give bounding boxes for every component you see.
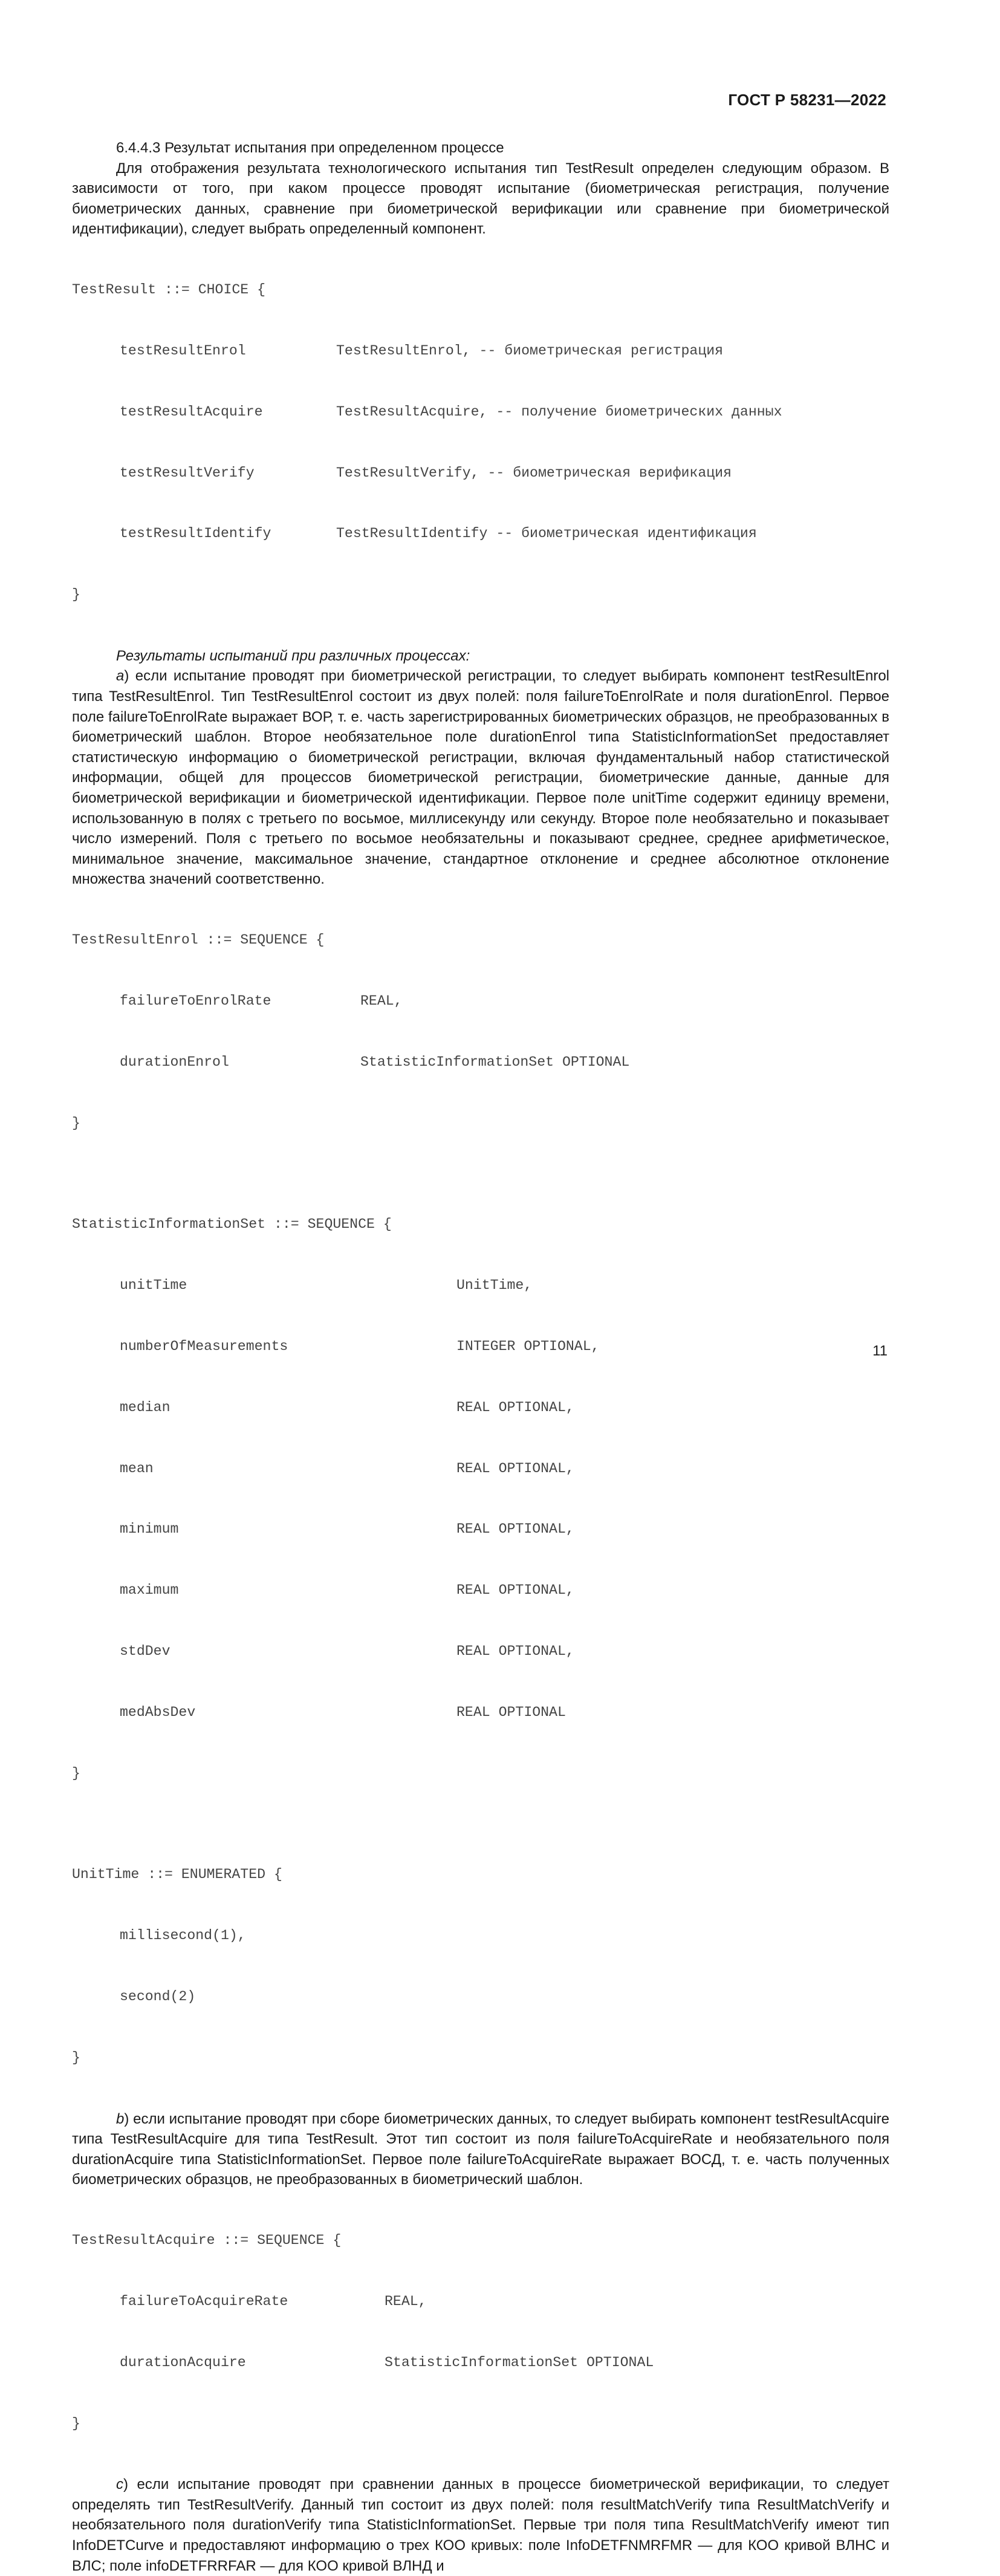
code-field: median [120, 1399, 170, 1415]
code-line: } [72, 587, 80, 603]
code-field: durationEnrol [120, 1054, 229, 1070]
code-field: unitTime [120, 1277, 187, 1294]
code-type: StatisticInformationSet OPTIONAL [360, 1054, 630, 1070]
results-title: Результаты испытаний при различных процессах: [116, 647, 470, 664]
code-block-test-result [72, 240, 889, 646]
code-field: failureToEnrolRate [120, 993, 271, 1009]
code-line [72, 1276, 889, 1296]
item-text: ) если испытание проводят при сборе биометрических данных, то следует выбирать компонент testResultAcquire типа TestResultAcquire для типа TestResult. Этот тип состоит из поля failureToAcquireRate и необязательного поля durationAcquire типа StatisticInformationSet. Первое поле failureToAcquireRate выражает ВОСД, т. е. часть полученных биометрических образцов, не преобразованных в биометрический шаблон. [72, 2110, 889, 2188]
code-line: TestResult ::= CHOICE { [72, 282, 266, 298]
code-line [72, 1703, 889, 1723]
code-type: UnitTime, [456, 1277, 533, 1294]
code-type: StatisticInformationSet OPTIONAL [385, 2354, 654, 2370]
code-field: testResultIdentify [120, 526, 271, 542]
standard-header: ГОСТ Р 58231—2022 [728, 91, 886, 109]
code-field: durationAcquire [120, 2354, 246, 2370]
code-field: medAbsDev [120, 1704, 196, 1720]
code-field: minimum [120, 1521, 179, 1537]
code-line [72, 524, 889, 544]
code-line [72, 991, 889, 1012]
code-line [72, 1459, 889, 1479]
code-line [72, 1052, 889, 1073]
code-line [72, 463, 889, 484]
code-type: TestResultIdentify -- биометрическая идентификация [336, 526, 757, 542]
item-c [72, 2474, 889, 2576]
item-letter: b [116, 2110, 125, 2127]
code-field: testResultVerify [120, 465, 255, 481]
page-content [72, 138, 889, 2576]
code-field: mean [120, 1460, 154, 1476]
code-line: } [72, 2049, 80, 2066]
code-line [72, 1580, 889, 1601]
code-type: TestResultEnrol, -- биометрическая регистрация [336, 342, 724, 359]
code-line [72, 2353, 889, 2373]
code-type: TestResultAcquire, -- получение биометрических данных [336, 403, 782, 420]
code-field: numberOfMeasurements [120, 1339, 288, 1355]
section-intro: Для отображения результата технологического испытания тип TestResult определен следующим образом. В зависимости от того, при каком процессе проводят испытание (биометрическая регистрация, получение биометрических данных, сравнение при биометрической верификации или сравнение при биометрической идентификации), следует выбрать определенный компонент. [72, 160, 889, 238]
code-type: REAL OPTIONAL, [456, 1643, 574, 1659]
code-field: maximum [120, 1582, 179, 1599]
code-line: TestResultEnrol ::= SEQUENCE { [72, 932, 325, 948]
code-type: REAL OPTIONAL, [456, 1582, 574, 1599]
code-line: TestResultAcquire ::= SEQUENCE { [72, 2232, 342, 2249]
code-field: testResultAcquire [120, 403, 263, 420]
item-b [72, 2109, 889, 2190]
code-line: } [72, 2415, 80, 2431]
page-number: 11 [872, 1343, 888, 1359]
code-line: second(2) [120, 1989, 196, 2005]
code-line [72, 1337, 889, 1357]
code-line: millisecond(1), [120, 1928, 246, 1944]
code-block-acquire [72, 2190, 889, 2474]
item-letter: a [116, 668, 125, 685]
item-letter: c [116, 2476, 123, 2493]
code-line [72, 2292, 889, 2312]
code-field: testResultEnrol [120, 342, 246, 359]
code-line [72, 1398, 889, 1418]
code-type: INTEGER OPTIONAL, [456, 1339, 600, 1355]
item-text: ) если испытание проводят при сравнении данных в процессе биометрической верификации, то следует определять тип TestResultVerify. Данный тип состоит из двух полей: поля resultMatchVerify типа ResultMatchVerify и необязательного поля durationVerify типа StatisticInformationSet. Первые три поля типа ResultMatchVerify имеют тип InfoDETCurve и предоставляют информацию о трех КОО кривых: поле InfoDETFNMRFMR — для КОО кривой ВЛНС и ВЛС; поле infoDETFRRFAR — для КОО кривой ВЛНД и [72, 2476, 889, 2574]
code-field: failureToAcquireRate [120, 2293, 288, 2309]
code-line [72, 341, 889, 362]
code-type: REAL OPTIONAL, [456, 1521, 574, 1537]
code-line: } [72, 1765, 80, 1781]
section-heading: 6.4.4.3 Результат испытания при определенном процессе [116, 140, 504, 156]
code-block-enrol [72, 890, 889, 1174]
code-block-unit-time [72, 1824, 889, 2108]
item-text: ) если испытание проводят при биометрической регистрации, то следует выбирать компонент testResultEnrol типа TestResultEnrol. Тип TestResultEnrol состоит из двух полей: поля failureToEnrolRate и поля durationEnrol. Первое поле failureToEnrolRate выражает ВОР, т. е. часть зарегистрированных биометрических образцов, не преобразованных в биометрический шаблон. Второе необязательное поле durationEnrol типа StatisticInformationSet предоставляет статистическую информацию о биометрической регистрации, включая фундаментальный набор статистической информации, общей для процессов биометрической регистрации, биометрические данные, данные для биометрической верификации и биометрической идентификации. Первое поле unitTime содержит единицу времени, использованную в полях с третьего по восьмое, миллисекунду или секунду. Второе поле необязательно и показывает число измерений. Поля с третьего по восьмое необязательны и показывают среднее, среднее арифметическое, минимальное значение, максимальное значение, стандартное отклонение и среднее абсолютное отклонение множества значений соответственно. [72, 668, 889, 888]
code-type: TestResultVerify, -- биометрическая верификация [336, 465, 732, 481]
code-line [72, 1642, 889, 1662]
code-line [72, 1519, 889, 1540]
code-type: REAL OPTIONAL [456, 1704, 566, 1720]
code-line: } [72, 1115, 80, 1131]
code-type: REAL, [360, 993, 403, 1009]
code-block-statistic [72, 1174, 889, 1824]
code-line: UnitTime ::= ENUMERATED { [72, 1867, 282, 1883]
code-field: stdDev [120, 1643, 170, 1659]
code-type: REAL, [385, 2293, 427, 2309]
code-line [72, 402, 889, 423]
code-type: REAL OPTIONAL, [456, 1399, 574, 1415]
item-a [72, 666, 889, 890]
code-line: StatisticInformationSet ::= SEQUENCE { [72, 1216, 392, 1233]
code-type: REAL OPTIONAL, [456, 1460, 574, 1476]
